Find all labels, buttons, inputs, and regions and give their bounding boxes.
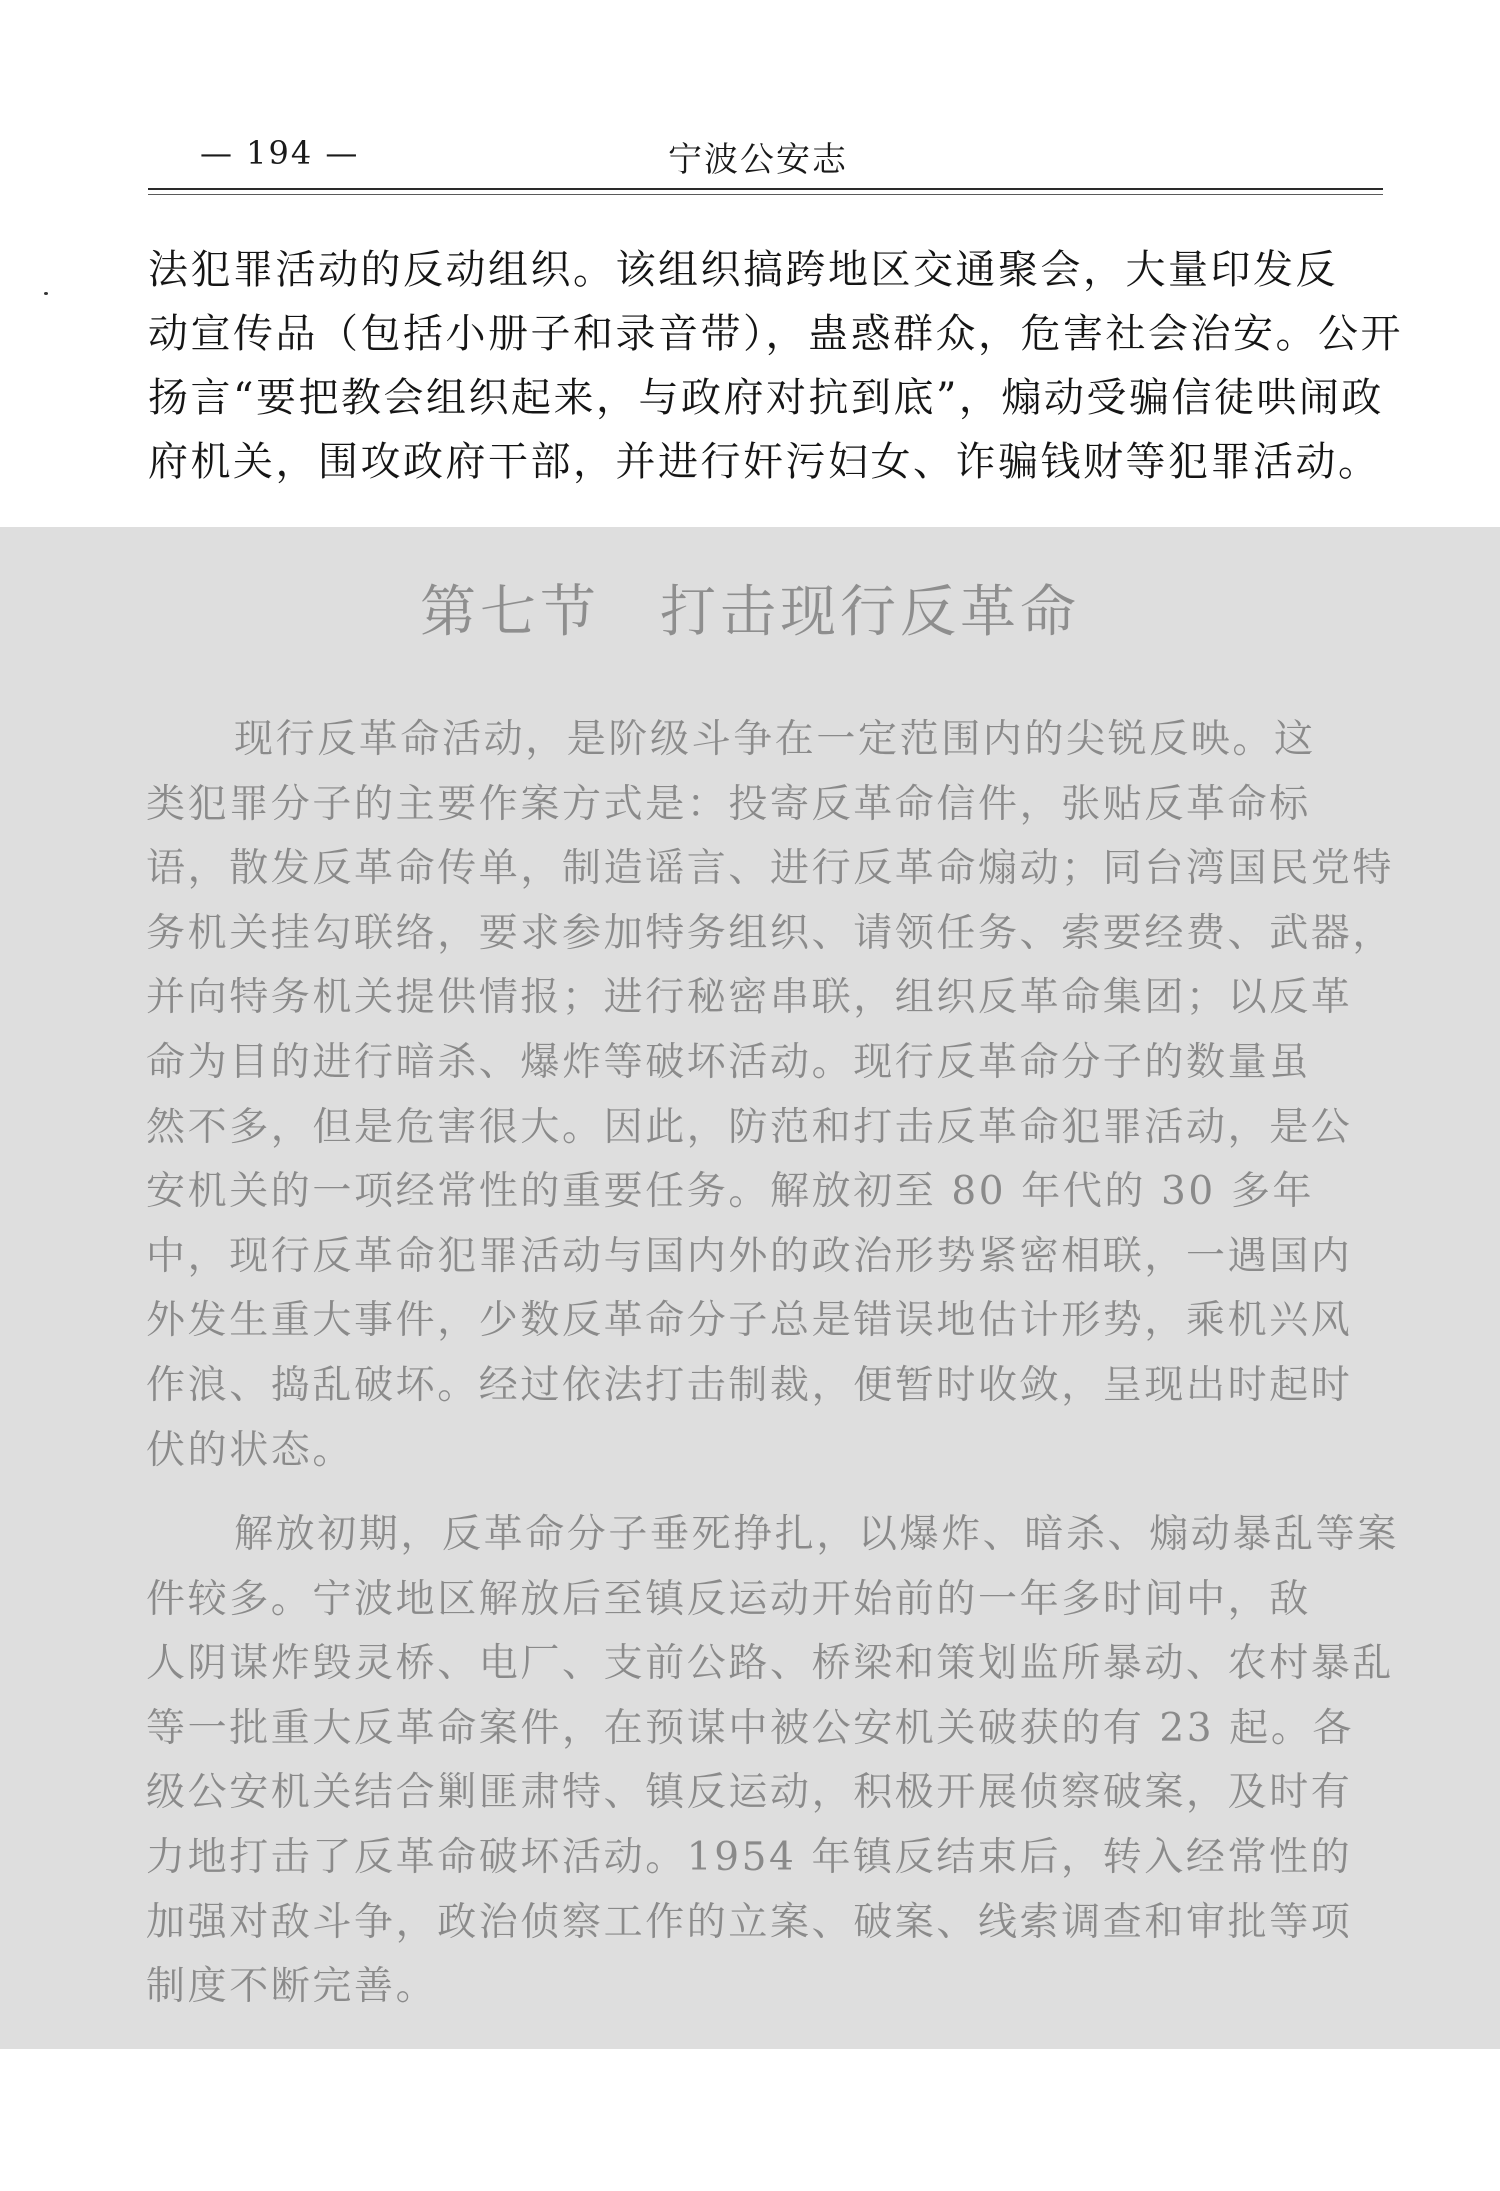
header-rule-secondary (148, 194, 1383, 195)
text-line: 等一批重大反革命案件，在预谋中被公安机关破获的有 23 起。各 (146, 1705, 1355, 1751)
text-line: 然不多，但是危害很大。因此，防范和打击反革命犯罪活动，是公 (146, 1104, 1353, 1150)
section-title: 打击现行反革命 (660, 580, 1080, 645)
text-line: 人阴谋炸毁灵桥、电厂、支前公路、桥梁和策划监所暴动、农村暴乱 (146, 1641, 1395, 1687)
section-heading (0, 568, 1500, 648)
text-line: 中，现行反革命犯罪活动与国内外的政治形势紧密相联，一遇国内 (146, 1233, 1353, 1279)
text-line: 务机关挂勾联络，要求参加特务组织、请领任务、索要经费、武器， (146, 910, 1395, 956)
scan-speck (44, 292, 48, 295)
page-number: — 194 — (200, 134, 360, 172)
text-line: 加强对敌斗争，政治侦察工作的立案、破案、线索调查和审批等项 (146, 1899, 1353, 1945)
text-line: 扬言“要把教会组织起来，与政府对抗到底”，煽动受骗信徒哄闹政 (148, 375, 1384, 421)
text-line: 外发生重大事件，少数反革命分子总是错误地估计形势，乘机兴风 (146, 1298, 1353, 1344)
text-line: 解放初期，反革命分子垂死挣扎，以爆炸、暗杀、煽动暴乱等案 (234, 1512, 1399, 1557)
text-line: 语，散发反革命传单，制造谣言、进行反革命煽动；同台湾国民党特 (146, 846, 1395, 892)
text-line: 并向特务机关提供情报；进行秘密串联，组织反革命集团；以反革 (146, 975, 1353, 1021)
text-line: 府机关，围攻政府干部，并进行奸污妇女、诈骗钱财等犯罪活动。 (148, 439, 1381, 485)
text-line: 动宣传品（包括小册子和录音带），蛊惑群众，危害社会治安。公开 (148, 311, 1403, 357)
header-rule (148, 188, 1383, 190)
text-line: 安机关的一项经常性的重要任务。解放初至 80 年代的 30 多年 (146, 1169, 1315, 1215)
text-line: 作浪、捣乱破坏。经过依法打击制裁，便暂时收敛，呈现出时起时 (146, 1362, 1353, 1408)
text-line: 级公安机关结合剿匪肃特、镇反运动，积极开展侦察破案，及时有 (146, 1770, 1353, 1816)
paragraph-2 (146, 1503, 1399, 2020)
text-line: 力地打击了反革命破坏活动。1954 年镇反结束后，转入经常性的 (146, 1834, 1353, 1880)
text-line: 类犯罪分子的主要作案方式是：投寄反革命信件，张贴反革命标 (146, 781, 1311, 827)
page-header (148, 118, 1383, 190)
text-line: 现行反革命活动，是阶级斗争在一定范围内的尖锐反映。这 (234, 717, 1316, 762)
text-line: 命为目的进行暗杀、爆炸等破坏活动。现行反革命分子的数量虽 (146, 1039, 1311, 1085)
continued-paragraph (148, 238, 1403, 494)
section-number: 第七节 (420, 580, 600, 645)
running-title: 宁波公安志 (668, 140, 848, 180)
text-line: 伏的状态。 (146, 1427, 355, 1473)
text-line: 制度不断完善。 (146, 1964, 438, 2010)
text-line: 件较多。宁波地区解放后至镇反运动开始前的一年多时间中，敌 (146, 1576, 1311, 1622)
text-line: 法犯罪活动的反动组织。该组织搞跨地区交通聚会，大量印发反 (148, 247, 1338, 293)
paragraph-1 (146, 708, 1395, 1483)
